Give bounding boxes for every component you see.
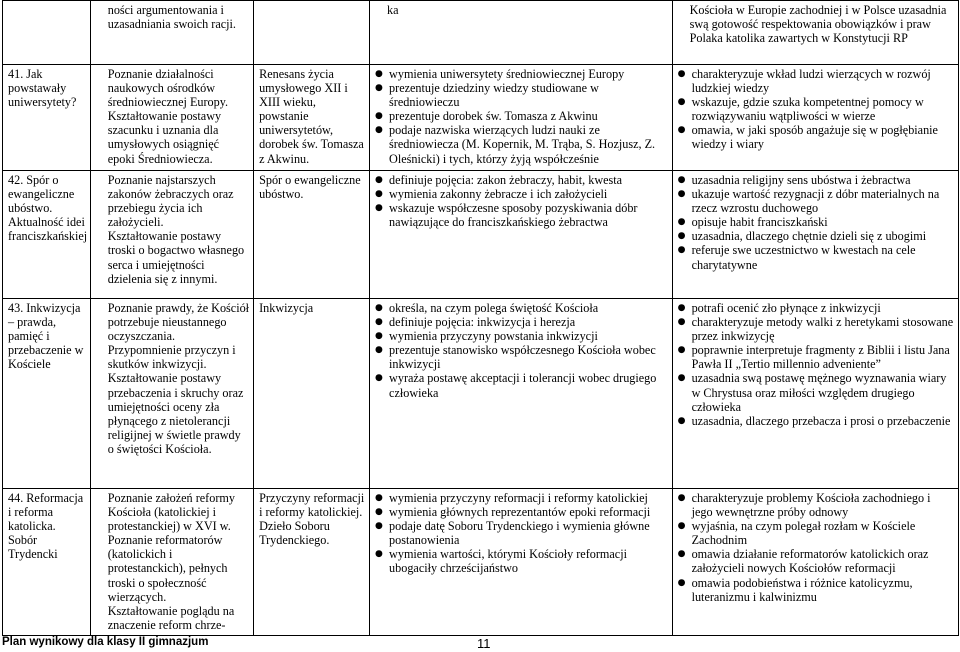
bullet-list [678, 491, 954, 604]
list-item: ● podaje datę Soboru Trydenckiego i wymienia główne postanowienia [375, 519, 668, 547]
table-row [3, 1, 959, 65]
list-item: ● wyraża postawę akceptacji i tolerancji wobec drugiego człowieka [375, 371, 668, 399]
list-item: ● prezentuje stanowisko współczesnego Kościoła wobec inkwizycji [375, 343, 668, 371]
basic-requirements [370, 171, 673, 299]
page-footer [2, 636, 959, 652]
list-item: ● uzasadnia, dlaczego przebacza i prosi o przebaczenie [678, 414, 954, 428]
lesson-topic: 43. Inkwizycja – prawda, pamięć i przebaczenie w Kościele [3, 299, 91, 489]
list-item: ● prezentuje dorobek św. Tomasza z Akwinu [375, 109, 668, 123]
footer-title: Plan wynikowy dla klasy II gimnazjum [2, 636, 209, 648]
table-row [3, 489, 959, 636]
basic-requirements [370, 65, 673, 171]
list-item: ● ukazuje wartość rezygnacji z dóbr materialnych na rzecz wzrostu duchowego [678, 187, 954, 215]
lesson-goals [90, 299, 253, 489]
bullet-list [375, 491, 668, 576]
table-row [3, 299, 959, 489]
table-cell: Kościoła w Europie zachodniej i w Polsce uzasadnia swą gotowość respektowania obowiązków i praw Polaka katolika zawartych w Konstytucji RP [672, 1, 958, 65]
lesson-goals [90, 489, 253, 636]
list-item: ● wymienia wartości, którymi Kościoły reformacji ubogaciły chrześcijaństwo [375, 547, 668, 575]
goal-line: Poznanie reformatorów (katolickich i protestanckich), pełnych troski o społeczność wierzących. [107, 533, 228, 604]
list-item: ● podaje nazwiska wierzących ludzi nauki ze średniowiecza (M. Kopernik, M. Trąba, S. Hozjusz, Z. Oleśnicki) i tych, którzy żyją współcześnie [375, 123, 668, 165]
lesson-plan-table [2, 0, 959, 636]
lesson-content: Renesans życia umysłowego XII i XIII wieku, powstanie uniwersytetów, dorobek św. Tomasza z Akwinu. [254, 65, 370, 171]
lesson-topic: 44. Reformacja i reforma katolicka. Sobór Trydencki [3, 489, 91, 636]
lesson-content: Spór o ewangeliczne ubóstwo. [254, 171, 370, 299]
list-item: ● prezentuje dziedziny wiedzy studiowane w średniowieczu [375, 81, 668, 109]
list-item: ● charakteryzuje metody walki z heretykami stosowane przez inkwizycję [678, 315, 954, 343]
list-item: ● uzasadnia, dlaczego chętnie dzieli się z ubogimi [678, 229, 954, 243]
bullet-list [678, 301, 954, 428]
bullet-list [375, 67, 668, 166]
list-item: ● poprawnie interpretuje fragmenty z Biblii i listu Jana Pawła II „Tertio millennio adveniente” [678, 343, 954, 371]
goal-line: Poznanie założeń reformy Kościoła (katolickiej i protestanckiej) w XVI w. [107, 491, 235, 534]
list-item: ● wymienia uniwersytety średniowiecznej Europy [375, 67, 668, 81]
goal-line: Poznanie prawdy, że Kościół potrzebuje nieustannego oczyszczania. [107, 301, 250, 344]
lesson-content: Inkwizycja [254, 299, 370, 489]
bullet-list [375, 301, 668, 400]
list-item: ● wyjaśnia, na czym polegał rozłam w Kościele Zachodnim [678, 519, 954, 547]
list-item: ● wymienia głównych reprezentantów epoki reformacji [375, 505, 668, 519]
table-cell: ka [370, 1, 673, 65]
list-item: ● omawia podobieństwa i różnice katolicyzmu, luteranizmu i kalwinizmu [678, 576, 954, 604]
list-item: ● charakteryzuje wkład ludzi wierzących w rozwój ludzkiej wiedzy [678, 67, 954, 95]
bullet-list [678, 173, 954, 272]
goal-line: Poznanie najstarszych zakonów żebraczych oraz przebiegu życia ich założycieli. [107, 173, 234, 230]
table-cell [254, 1, 370, 65]
bullet-list [678, 67, 954, 152]
goal-line: Kształtowanie postawy szacunku i uznania dla umysłowych osiągnięć epoki Średniowiecza. [107, 109, 222, 166]
table-cell [3, 1, 91, 65]
list-item: ● omawia, w jaki sposób angażuje się w pogłębianie wiedzy i wiary [678, 123, 954, 151]
lesson-topic: 42. Spór o ewangeliczne ubóstwo. Aktualność idei franciszkańskiej [3, 171, 91, 299]
list-item: ● wymienia przyczyny reformacji i reformy katolickiej [375, 491, 668, 505]
extended-requirements [672, 65, 958, 171]
list-item: ● definiuje pojęcia: zakon żebraczy, habit, kwesta [375, 173, 668, 187]
list-item: ● uzasadnia religijny sens ubóstwa i żebractwa [678, 173, 954, 187]
extended-requirements [672, 489, 958, 636]
goal-line: Kształtowanie postawy troski o bogactwo własnego serca i umiejętności dzielenia się z innymi. [107, 229, 245, 286]
extended-requirements [672, 171, 958, 299]
lesson-topic: 41. Jak powstawały uniwersytety? [3, 65, 91, 171]
table-cell: ności argumentowania i uzasadniania swoich racji. [90, 1, 253, 65]
table-row [3, 171, 959, 299]
list-item: ● referuje swe uczestnictwo w kwestach na cele charytatywne [678, 243, 954, 271]
list-item: ● opisuje habit franciszkański [678, 215, 954, 229]
list-item: ● definiuje pojęcia: inkwizycja i herezja [375, 315, 668, 329]
list-item: ● omawia działanie reformatorów katolickich oraz założycieli nowych Kościołów reformacji [678, 547, 954, 575]
basic-requirements [370, 299, 673, 489]
lesson-goals [90, 65, 253, 171]
list-item: ● określa, na czym polega świętość Kościoła [375, 301, 668, 315]
extended-requirements [672, 299, 958, 489]
list-item: ● wymienia zakonny żebracze i ich założycieli [375, 187, 668, 201]
bullet-list [375, 173, 668, 229]
page-number: 11 [477, 636, 491, 651]
list-item: ● wskazuje, gdzie szuka kompetentnej pomocy w rozwiązywaniu wątpliwości w wierze [678, 95, 954, 123]
list-item: ● charakteryzuje problemy Kościoła zachodniego i jego wewnętrzne próby odnowy [678, 491, 954, 519]
lesson-goals [90, 171, 253, 299]
goal-line: Kształtowanie postawy przebaczenia i skruchy oraz umiejętności oceny zła płynącego z nietolerancji religijnej w świetle prawdy o świętości Kościoła. [107, 371, 244, 456]
table-row [3, 65, 959, 171]
list-item: ● wymienia przyczyny powstania inkwizycji [375, 329, 668, 343]
list-item: ● potrafi ocenić zło płynące z inkwizycji [678, 301, 954, 315]
basic-requirements [370, 489, 673, 636]
goal-line: Poznanie działalności naukowych ośrodków średniowiecznej Europy. [107, 67, 229, 110]
goal-line: Przypomnienie przyczyn i skutków inkwizycji. [107, 343, 236, 372]
list-item: ● uzasadnia swą postawę mężnego wyznawania wiary w Chrystusa oraz miłości względem drugiego człowieka [678, 371, 954, 413]
goal-line: Kształtowanie poglądu na znaczenie reform chrze- [107, 603, 235, 632]
lesson-content: Przyczyny reformacji i reformy katolickiej. Dzieło Soboru Trydenckiego. [254, 489, 370, 636]
list-item: ● wskazuje współczesne sposoby pozyskiwania dóbr nawiązujące do franciszkańskiego żebractwa [375, 201, 668, 229]
